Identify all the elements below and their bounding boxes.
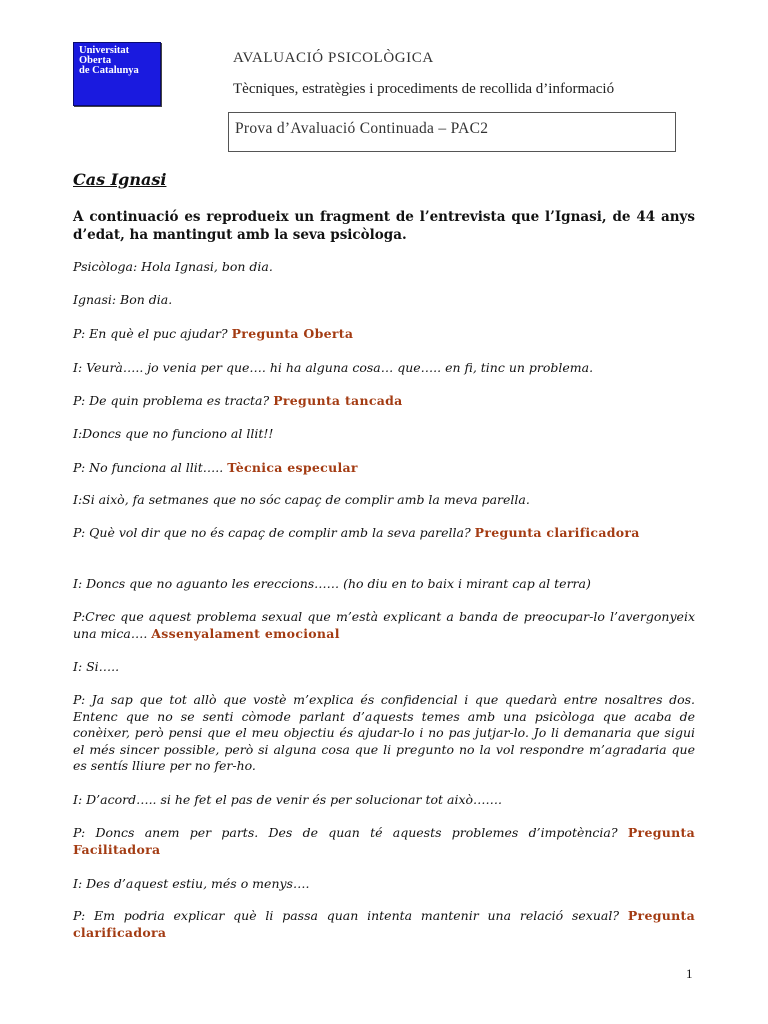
dialogue-text: I: D’acord….. si he fet el pas de venir és per solucionar tot això……. xyxy=(73,792,503,807)
dialogue-line xyxy=(73,908,695,941)
dialogue-line xyxy=(73,460,695,477)
dialogue-text: I: Veurà….. jo venia per que…. hi ha alguna cosa… que….. en fi, tinc un problema. xyxy=(73,360,594,375)
pac-box xyxy=(228,112,676,152)
technique-tag: Pregunta Oberta xyxy=(231,326,354,341)
uoc-logo xyxy=(73,42,161,106)
dialogue-line xyxy=(73,659,695,676)
technique-tag: Pregunta clarificadora xyxy=(73,908,695,940)
dialogue-text: P:Crec que aquest problema sexual que m’està explicant a banda de preocupar-lo l’avergonyeix una mica…. xyxy=(73,609,695,641)
dialogue-line xyxy=(73,492,695,509)
dialogue-text: I: Si….. xyxy=(73,659,120,674)
dialogue-line xyxy=(73,393,695,410)
dialogue-text: P: Què vol dir que no és capaç de complir amb la seva parella? xyxy=(73,525,475,540)
dialogue-line xyxy=(73,326,695,343)
dialogue-line xyxy=(73,525,695,542)
case-title: Cas Ignasi xyxy=(73,170,167,189)
dialogue-line xyxy=(73,259,695,276)
dialogue-line xyxy=(73,792,695,809)
technique-tag: Pregunta Facilitadora xyxy=(73,825,695,857)
technique-tag: Assenyalament emocional xyxy=(151,625,340,641)
intro-paragraph: A continuació es reprodueix un fragment de l’entrevista que l’Ignasi, de 44 anys d’edat, ha mantingut amb la seva psicòloga. xyxy=(73,209,695,243)
dialogue-text: P: Ja sap que tot allò que vostè m’explica és confidencial i que quedarà entre nosaltres dos. Entenc que no se senti còmode parlant d’aquests temes amb una psicòloga que acaba de conèixer, però pensi que el meu objectiu és ajudar-lo i no pas jutjar-lo. Jo li demanaria que sigui el més sincer possible, però si alguna cosa que li pregunto no la vol respondre m’agradaria que es sentís lliure per no fer-ho. xyxy=(73,692,695,773)
dialogue-line xyxy=(73,609,695,642)
logo-line: de Catalunya xyxy=(79,65,139,76)
logo-line: Universitat xyxy=(79,45,130,56)
dialogue-text: P: De quin problema es tracta? xyxy=(73,393,274,408)
logo-text xyxy=(79,46,139,76)
dialogue-text: P: No funciona al llit….. xyxy=(73,460,228,475)
technique-tag: Pregunta tancada xyxy=(273,393,403,408)
pac-label: Prova d’Avaluació Continuada – PAC2 xyxy=(235,120,489,137)
technique-tag: Tècnica especular xyxy=(227,460,358,475)
dialogue-text: P: En què el puc ajudar? xyxy=(73,326,232,341)
dialogue-line xyxy=(73,360,695,377)
dialogue-text: I:Doncs que no funciono al llit!! xyxy=(73,426,274,441)
header-subtitle: Tècniques, estratègies i procediments de recollida d’informació xyxy=(233,81,615,97)
logo-line: Oberta xyxy=(79,55,112,66)
header-title: AVALUACIÓ PSICOLÒGICA xyxy=(233,50,434,66)
dialogue-line xyxy=(73,292,695,309)
dialogue-line xyxy=(73,876,695,893)
dialogue-text: I: Doncs que no aguanto les ereccions…… (ho diu en to baix i mirant cap al terra) xyxy=(73,576,591,591)
dialogue-text: I:Si això, fa setmanes que no sóc capaç de complir amb la meva parella. xyxy=(73,492,530,507)
dialogue-line xyxy=(73,825,695,858)
dialogue-text: P: Em podria explicar què li passa quan intenta mantenir una relació sexual? xyxy=(73,908,628,923)
dialogue-text: P: Doncs anem per parts. Des de quan té aquests problemes d’impotència? xyxy=(73,825,628,840)
dialogue-line xyxy=(73,692,695,775)
page-number: 1 xyxy=(686,966,693,981)
dialogue-line xyxy=(73,576,695,593)
dialogue-text: Ignasi: Bon dia. xyxy=(73,292,173,307)
dialogue-line xyxy=(73,426,695,443)
dialogue-text: Psicòloga: Hola Ignasi, bon dia. xyxy=(73,259,273,274)
technique-tag: Pregunta clarificadora xyxy=(474,525,640,540)
dialogue-text: I: Des d’aquest estiu, més o menys…. xyxy=(73,876,310,891)
